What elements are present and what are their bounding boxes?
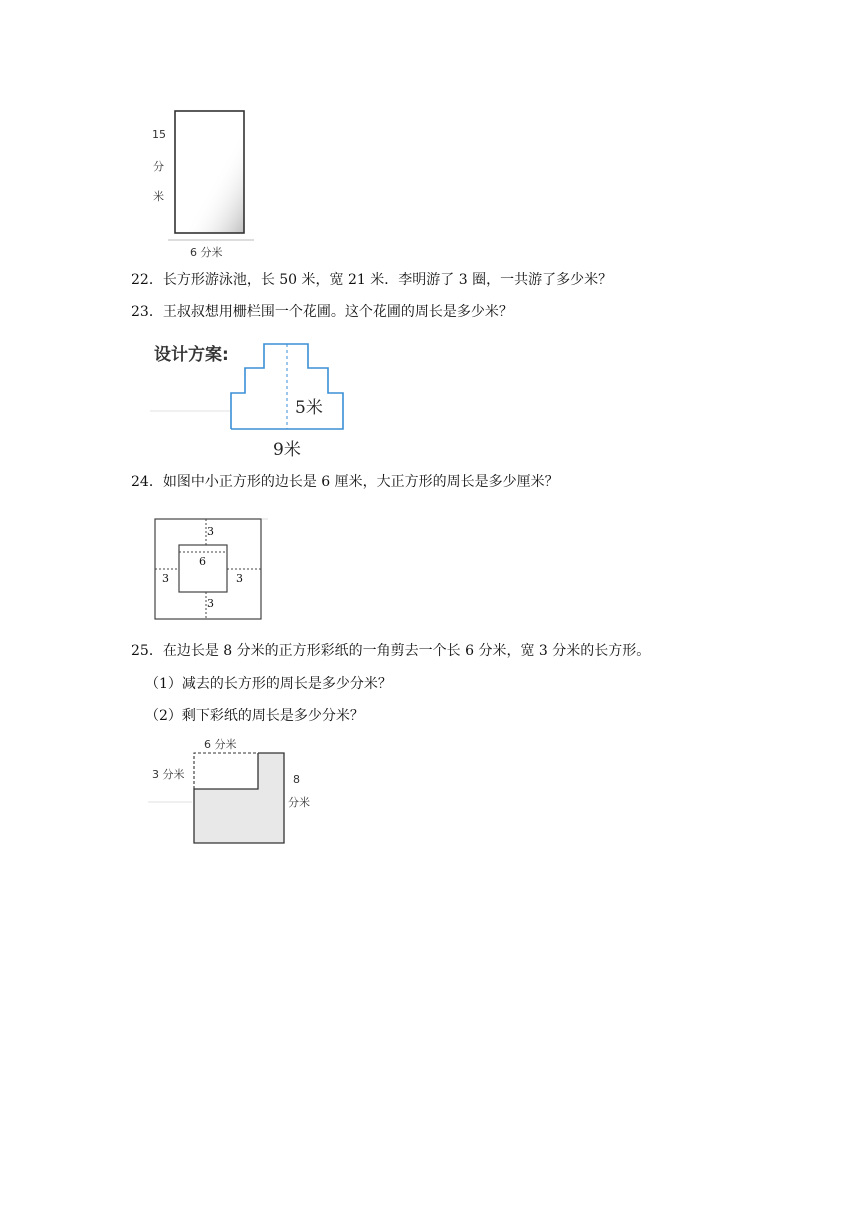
cut-paper-drawing (148, 732, 328, 848)
question-24-number: 24． (131, 474, 163, 490)
question-25 (131, 641, 650, 661)
squares-right-label: 3 (236, 572, 243, 585)
rectangle-figure (148, 106, 258, 262)
cut-paper-left-label: 3 分米 (152, 768, 185, 781)
question-25-sub-2: （2）剩下彩纸的周长是多少分米？ (145, 708, 364, 724)
question-24 (131, 472, 559, 492)
question-22-number: 22． (131, 272, 163, 288)
cut-paper-right-label-2: 分米 (288, 796, 310, 809)
squares-left-label: 3 (162, 572, 169, 585)
question-25-text: 在边长是 8 分米的正方形彩纸的一角剪去一个长 6 分米，宽 3 分米的长方形。 (162, 643, 651, 659)
garden-figure (150, 336, 350, 460)
cut-rectangle-dashed-outline (194, 753, 258, 789)
squares-figure (150, 514, 270, 624)
question-23-number: 23． (131, 304, 163, 320)
question-23 (131, 302, 513, 322)
rectangle-shape (175, 111, 244, 233)
question-22-text: 长方形游泳池，长 50 米，宽 21 米．李明游了 3 圈，一共游了多少米？ (162, 272, 613, 288)
squares-bottom-label: 3 (207, 597, 214, 610)
question-25-number: 25． (131, 643, 163, 659)
garden-height-label: 5米 (295, 398, 323, 418)
rectangle-side-label-1: 15 (152, 128, 166, 141)
cut-paper-top-label: 6 分米 (204, 738, 237, 751)
garden-width-label: 9米 (273, 440, 301, 460)
rectangle-side-label-2: 分 (153, 160, 164, 173)
squares-top-label: 3 (207, 525, 214, 538)
remaining-paper-fill (194, 753, 284, 843)
question-25-sub-1: （1）减去的长方形的周长是多少分米？ (145, 676, 392, 692)
question-24-text: 如图中小正方形的边长是 6 厘米，大正方形的周长是多少厘米？ (162, 474, 559, 490)
squares-inner-label: 6 (199, 555, 206, 568)
rectangle-bottom-label: 6 分米 (190, 246, 223, 259)
rectangle-side-label-3: 米 (153, 190, 164, 203)
garden-figure-title: 设计方案: (154, 345, 229, 365)
question-23-text: 王叔叔想用栅栏围一个花圃。这个花圃的周长是多少米？ (162, 304, 513, 320)
cut-paper-figure (148, 732, 328, 848)
question-22 (131, 270, 612, 290)
cut-paper-right-label-1: 8 (293, 773, 300, 786)
